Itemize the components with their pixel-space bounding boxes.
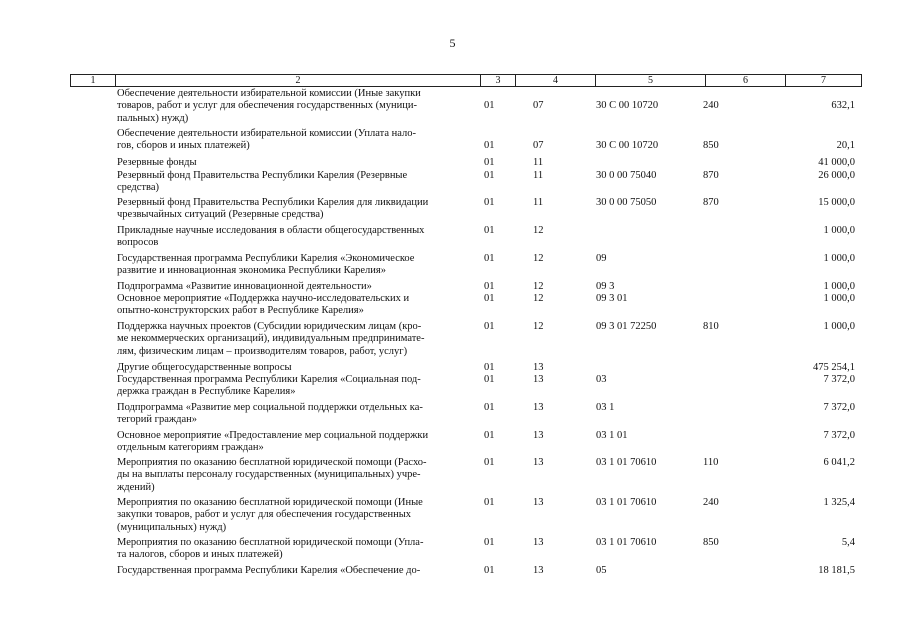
- row-csr: 03: [596, 374, 607, 385]
- row-pr: 12: [533, 293, 544, 304]
- row-name: [117, 293, 475, 318]
- row-sum: 26 000,0: [818, 170, 855, 181]
- row-name-line: Основное мероприятие «Поддержка научно-исследовательских и: [117, 293, 410, 304]
- row-name-line: Мероприятия по оказанию бесплатной юридической помощи (Упла-: [117, 537, 424, 548]
- row-name-line: Мероприятия по оказанию бесплатной юридической помощи (Иные: [117, 497, 423, 508]
- row-rz: 01: [484, 293, 495, 304]
- row-sum: 7 372,0: [823, 430, 855, 441]
- row-name: [117, 197, 475, 222]
- row-vr: 850: [703, 537, 719, 548]
- row-sum: 18 181,5: [818, 565, 855, 576]
- row-csr: 30 0 00 75040: [596, 170, 657, 181]
- row-name-line: Резервный фонд Правительства Республики Карелия (Резервные: [117, 170, 408, 181]
- row-name-line: чрезвычайных ситуаций (Резервные средства): [117, 209, 324, 221]
- row-rz: 01: [484, 565, 495, 576]
- row-name-line: Обеспечение деятельности избирательной комиссии (Уплата нало-: [117, 128, 417, 139]
- row-name-line: та налогов, сборов и иных платежей): [117, 549, 283, 561]
- header-col-4: 4: [516, 75, 596, 86]
- row-sum: 1 000,0: [823, 225, 855, 236]
- row-pr: 13: [533, 362, 544, 373]
- row-vr: 870: [703, 170, 719, 181]
- row-pr: 13: [533, 565, 544, 576]
- row-csr: 03 1 01: [596, 430, 628, 441]
- row-name: [117, 225, 475, 250]
- row-sum: 1 000,0: [823, 293, 855, 304]
- row-name: [117, 497, 475, 534]
- row-rz: 01: [484, 157, 495, 168]
- row-name: [117, 253, 475, 278]
- row-name-line: Подпрограмма «Развитие мер социальной поддержки отдельных ка-: [117, 402, 423, 413]
- row-name-line: ждений): [117, 481, 155, 493]
- row-sum: 7 372,0: [823, 402, 855, 413]
- row-name-line: отдельным категориям граждан»: [117, 442, 264, 454]
- row-name: [117, 157, 475, 169]
- row-rz: 01: [484, 497, 495, 508]
- row-name: [117, 88, 475, 125]
- row-name-line: (муниципальных) нужд): [117, 521, 227, 533]
- row-sum: 1 325,4: [823, 497, 855, 508]
- row-vr: 850: [703, 140, 719, 152]
- row-name: [117, 430, 475, 455]
- row-csr: 30 С 00 10720: [596, 140, 659, 152]
- page-number: 5: [449, 36, 456, 50]
- row-name-line: лям, физическим лицам – производителям товаров, работ, услуг): [117, 345, 408, 357]
- header-col-6: 6: [706, 75, 786, 86]
- row-vr: 110: [703, 457, 719, 468]
- row-csr: 30 0 00 75050: [596, 197, 657, 208]
- row-name: [117, 128, 475, 153]
- row-name-line: опытно-конструкторских работ в Республике Карелия»: [117, 305, 364, 317]
- row-name: [117, 374, 475, 399]
- row-name-line: гов, сборов и иных платежей): [117, 140, 250, 152]
- row-name-line: Государственная программа Республики Карелия «Обеспечение до-: [117, 565, 421, 576]
- row-rz: 01: [484, 100, 495, 112]
- row-rz: 01: [484, 140, 495, 152]
- header-col-2: 2: [116, 75, 481, 86]
- row-csr: 03 1 01 70610: [596, 457, 657, 468]
- row-rz: 01: [484, 197, 495, 208]
- row-csr: 03 1: [596, 402, 615, 413]
- row-name-line: товаров, работ и услуг для обеспечения государственных (муници-: [117, 100, 418, 112]
- row-pr: 12: [533, 253, 544, 264]
- row-name-line: закупки товаров, работ и услуг для обеспечения государственных: [117, 509, 412, 521]
- row-name-line: ды на выплаты персоналу государственных (муниципальных) учре-: [117, 469, 421, 481]
- row-name-line: Подпрограмма «Развитие инновационной деятельности»: [117, 281, 372, 292]
- row-rz: 01: [484, 537, 495, 548]
- row-pr: 11: [533, 157, 544, 168]
- row-name-line: вопросов: [117, 237, 159, 249]
- row-name-line: Основное мероприятие «Предоставление мер социальной поддержки: [117, 430, 429, 441]
- row-sum: 475 254,1: [813, 362, 855, 373]
- row-csr: 09 3: [596, 281, 615, 292]
- row-rz: 01: [484, 402, 495, 413]
- row-pr: 12: [533, 225, 544, 236]
- row-csr: 05: [596, 565, 607, 576]
- row-pr: 13: [533, 537, 544, 548]
- row-csr: 09: [596, 253, 607, 264]
- header-col-1: 1: [71, 75, 116, 86]
- row-name-line: Резервные фонды: [117, 157, 197, 168]
- row-name-line: Государственная программа Республики Карелия «Социальная под-: [117, 374, 421, 385]
- row-name: [117, 362, 475, 374]
- row-pr: 13: [533, 374, 544, 385]
- row-sum: 1 000,0: [823, 281, 855, 292]
- row-name-line: Обеспечение деятельности избирательной комиссии (Иные закупки: [117, 88, 421, 99]
- row-rz: 01: [484, 253, 495, 264]
- row-vr: 240: [703, 497, 719, 508]
- row-name-line: держка граждан в Республике Карелия»: [117, 386, 296, 398]
- row-sum: 20,1: [836, 140, 855, 152]
- row-name: [117, 170, 475, 195]
- row-rz: 01: [484, 457, 495, 468]
- row-sum: 5,4: [841, 537, 855, 548]
- row-vr: 870: [703, 197, 719, 208]
- row-name-line: Резервный фонд Правительства Республики Карелия для ликвидации: [117, 197, 429, 208]
- header-col-3: 3: [481, 75, 516, 86]
- row-pr: 11: [533, 170, 544, 181]
- row-name: [117, 565, 475, 577]
- row-pr: 13: [533, 402, 544, 413]
- row-name-line: развитие и инновационная экономика Республики Карелия»: [117, 265, 386, 277]
- row-sum: 6 041,2: [823, 457, 855, 468]
- row-csr: 03 1 01 70610: [596, 497, 657, 508]
- row-pr: 07: [533, 140, 544, 152]
- row-name-line: Прикладные научные исследования в области общегосударственных: [117, 225, 425, 236]
- row-name: [117, 537, 475, 562]
- row-sum: 15 000,0: [818, 197, 855, 208]
- row-name: [117, 457, 475, 494]
- row-csr: 03 1 01 70610: [596, 537, 657, 548]
- row-rz: 01: [484, 430, 495, 441]
- row-csr: 30 С 00 10720: [596, 100, 659, 112]
- row-rz: 01: [484, 170, 495, 181]
- row-name: [117, 321, 475, 358]
- row-name-line: Другие общегосударственные вопросы: [117, 362, 292, 373]
- row-pr: 13: [533, 457, 544, 468]
- row-pr: 07: [533, 100, 544, 112]
- row-rz: 01: [484, 225, 495, 236]
- row-vr: 810: [703, 321, 719, 332]
- row-pr: 11: [533, 197, 544, 208]
- row-name: [117, 402, 475, 427]
- row-rz: 01: [484, 321, 495, 332]
- row-name-line: Мероприятия по оказанию бесплатной юридической помощи (Расхо-: [117, 457, 427, 468]
- row-sum: 632,1: [831, 100, 855, 112]
- table-header-row: [70, 74, 862, 87]
- row-rz: 01: [484, 281, 495, 292]
- row-csr: 09 3 01 72250: [596, 321, 657, 332]
- row-sum: 41 000,0: [818, 157, 855, 168]
- row-name-line: тегорий граждан»: [117, 414, 198, 426]
- row-rz: 01: [484, 374, 495, 385]
- row-vr: 240: [703, 100, 719, 112]
- row-pr: 13: [533, 430, 544, 441]
- row-sum: 1 000,0: [823, 253, 855, 264]
- header-col-5: 5: [596, 75, 706, 86]
- row-name-line: ме некоммерческих организаций), индивидуальным предпринимате-: [117, 333, 425, 345]
- row-name-line: Поддержка научных проектов (Субсидии юридическим лицам (кро-: [117, 321, 422, 332]
- row-name: [117, 281, 475, 293]
- row-sum: 7 372,0: [823, 374, 855, 385]
- row-rz: 01: [484, 362, 495, 373]
- row-name-line: пальных) нужд): [117, 112, 189, 124]
- row-csr: 09 3 01: [596, 293, 628, 304]
- header-col-7: 7: [821, 75, 826, 86]
- row-pr: 12: [533, 281, 544, 292]
- row-sum: 1 000,0: [823, 321, 855, 332]
- row-pr: 13: [533, 497, 544, 508]
- row-name-line: средства): [117, 182, 159, 194]
- row-name-line: Государственная программа Республики Карелия «Экономическое: [117, 253, 415, 264]
- row-pr: 12: [533, 321, 544, 332]
